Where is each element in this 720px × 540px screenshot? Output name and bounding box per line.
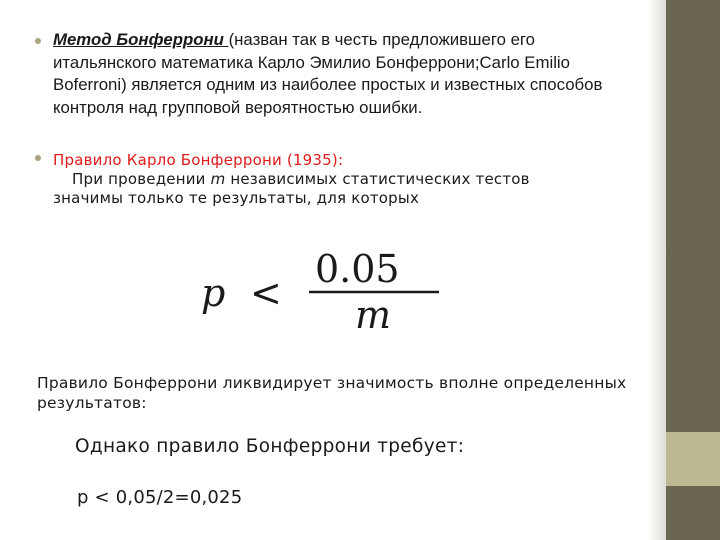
method-description: (назван так в честь предложившего его итальянского математика Карло Эмилио Бонферрони;Carlo Emilio Boferroni) является одним из наиболее простых и известных способов контроля над групповой вероятностью ошибки. <box>53 30 603 117</box>
bullet-marker-1 <box>35 38 41 44</box>
however-paragraph: Однако правило Бонферрони требует: <box>75 436 465 457</box>
formula-numerator: 0.05 <box>315 247 400 291</box>
bonferroni-method-paragraph <box>53 29 643 119</box>
rule-variable-m: m <box>210 170 226 188</box>
bonferroni-formula <box>195 246 455 336</box>
rule-line-1 <box>53 170 653 189</box>
rule-line-1-start: При проведении <box>72 170 211 188</box>
eliminates-paragraph: Правило Бонферрони ликвидирует значимость вполне определенных результатов: <box>37 374 627 412</box>
method-term: Метод Бонферрони <box>53 30 229 49</box>
rule-heading: Правило Карло Бонферрони (1935): <box>53 151 344 169</box>
example-threshold: p < 0,05/2=0,025 <box>77 487 243 508</box>
bullet-marker-2 <box>35 155 41 161</box>
rule-line-2: значимы только те результаты, для которых <box>53 189 420 207</box>
slide-edge-shadow <box>648 0 666 540</box>
formula-operator: < <box>250 271 282 315</box>
formula-lhs: p <box>201 271 226 315</box>
rule-line-1-end: независимых статистических тестов <box>225 170 530 188</box>
bonferroni-rule-paragraph <box>53 151 653 208</box>
formula-denominator: m <box>355 293 392 336</box>
decorative-sidebar-accent <box>666 432 720 486</box>
